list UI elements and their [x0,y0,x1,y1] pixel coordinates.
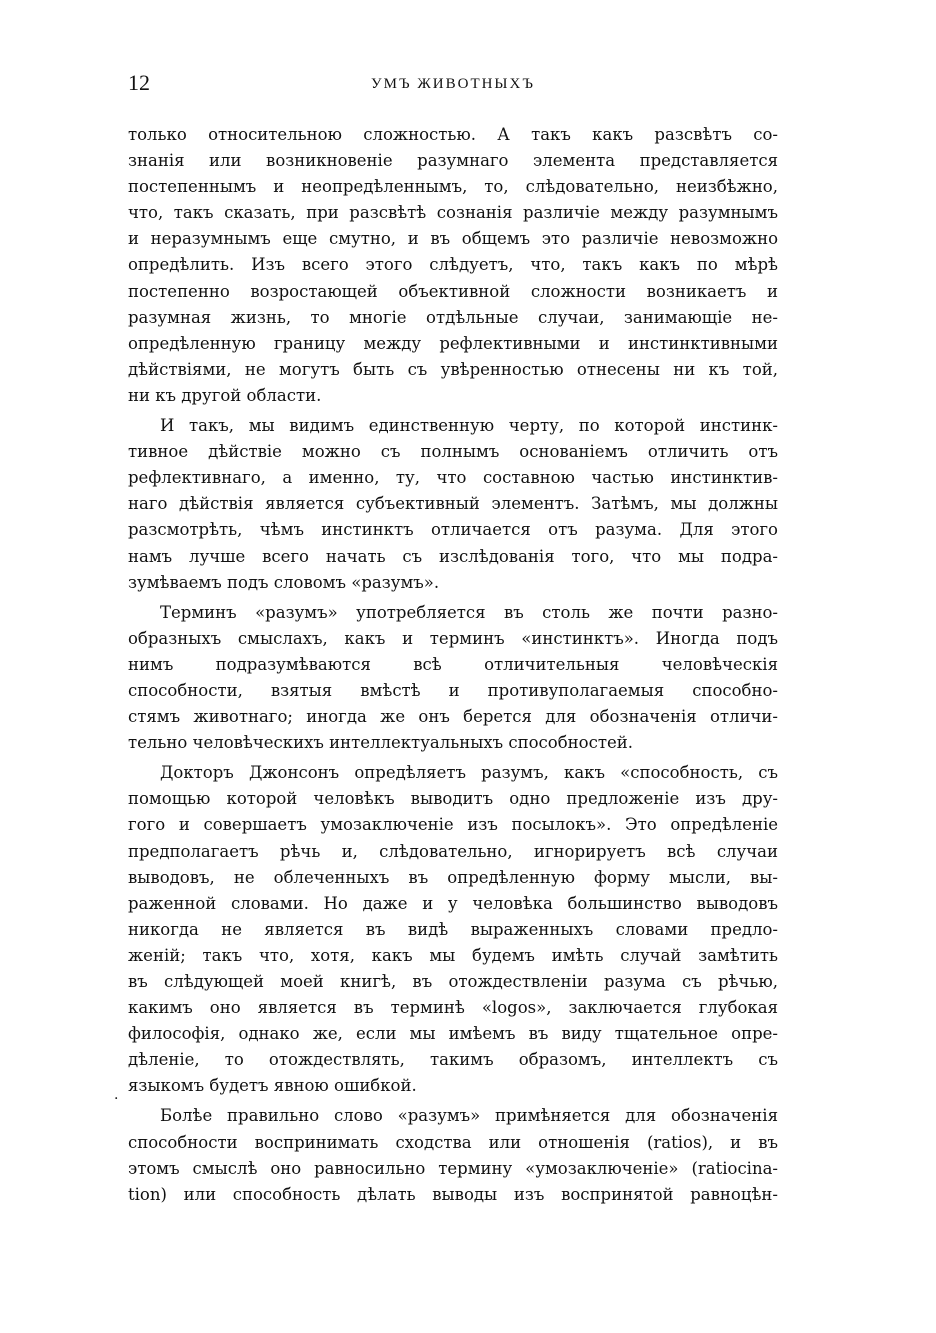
text-line: постепеннымъ и неопредѣленнымъ, то, слѣдовательно, неизбѣжно, [128,177,778,197]
text-line: стямъ животнаго; иногда же онъ берется для обозначенія отличи- [128,707,778,727]
text-line: способности, взятыя вмѣстѣ и противуполагаемыя способно- [128,680,778,700]
page-number: 12 [128,70,150,95]
text-line: Докторъ Джонсонъ опредѣляетъ разумъ, какъ «способность, съ [160,763,778,783]
paragraph-4 [128,760,778,1099]
text-line: Болѣе правильно слово «разумъ» примѣняется для обозначенія [160,1106,778,1126]
text-line: помощью которой человѣкъ выводитъ одно предложеніе изъ дру- [128,789,778,809]
text-line: выводовъ, не облеченныхъ въ опредѣленную форму мысли, вы- [128,867,778,887]
text-line: языкомъ будетъ явною ошибкой. [128,1076,417,1096]
text-line: предполагаетъ рѣчь и, слѣдовательно, игнорируетъ всѣ случаи [128,841,778,861]
text-line: дѣленіе, то отождествлять, такимъ образомъ, интеллектъ съ [128,1050,778,1070]
text-line: только относительною сложностью. А такъ какъ разсвѣтъ со- [128,125,778,144]
text-line: гого и совершаетъ умозаключеніе изъ посылокъ». Это опредѣленіе [128,815,778,835]
text-line: тельно человѣческихъ интеллектуальныхъ способностей. [128,733,633,753]
text-line: опредѣлить. Изъ всего этого слѣдуетъ, что, такъ какъ по мѣрѣ [128,255,778,275]
text-line: какимъ оно является въ терминѣ «logos», заключается глубокая [128,998,778,1018]
text-line: рефлективнаго, а именно, ту, что составною частью инстинктив- [128,468,778,488]
text-line: зумѣваемъ подъ словомъ «разумъ». [128,572,440,592]
text-line: разумная жизнь, то многіе отдѣльные случаи, занимающіе не- [128,307,778,327]
paragraph-1 [128,122,778,409]
text-line: ни къ другой области. [128,385,322,405]
text-line: никогда не является въ видѣ выраженныхъ словами предло- [128,919,778,939]
text-line: въ слѣдующей моей книгѣ, въ отождествленіи разума съ рѣчью, [128,972,778,991]
text-line: способности воспринимать сходства или отношенія (ratios), и въ [128,1132,778,1152]
text-line: что, такъ сказать, при разсвѣтѣ сознанія различіе между разумнымъ [128,203,778,223]
text-line: намъ лучше всего начать съ изслѣдованія того, что мы подра- [128,546,778,566]
running-title: УМЪ ЖИВОТНЫХЪ [371,76,535,92]
text-line: опредѣленную границу между рефлективными и инстинктивными [128,333,778,353]
body-text [128,122,778,1212]
text-line: И такъ, мы видимъ единственную черту, по которой инстинк- [160,416,778,436]
text-line: философія, однако же, если мы имѣемъ въ виду тщательное опре- [128,1024,778,1044]
paragraph-5 [128,1103,778,1207]
text-line: дѣйствіями, не могутъ быть съ увѣренностью отнесены ни къ той, [128,359,778,379]
text-line: образныхъ смыслахъ, какъ и терминъ «инстинктъ». Иногда подъ [128,628,778,648]
text-line: tion) или способность дѣлать выводы изъ воспринятой равноцѣн- [128,1184,778,1204]
text-line: постепенно возростающей объективной сложности возникаетъ и [128,281,778,301]
margin-mark: · [114,1091,119,1107]
paragraph-3 [128,600,778,757]
text-line: раженной словами. Но даже и у человѣка большинство выводовъ [128,893,778,913]
text-line: наго дѣйствія является субъективный элементъ. Затѣмъ, мы должны [128,494,778,514]
text-line: нимъ подразумѣваются всѣ отличительныя человѣческія [128,654,778,674]
text-line: и неразумнымъ еще смутно, и въ общемъ это различіе невозможно [128,229,778,249]
page-header [128,70,778,100]
text-line: этомъ смыслѣ оно равносильно термину «умозаключеніе» (ratiocina- [128,1158,778,1178]
text-line: Терминъ «разумъ» употребляется въ столь же почти разно- [160,602,778,622]
text-line: тивное дѣйствіе можно съ полнымъ основаніемъ отличить отъ [128,442,778,462]
text-line: разсмотрѣть, чѣмъ инстинктъ отличается отъ разума. Для этого [128,520,778,540]
text-line: знанія или возникновеніе разумнаго элемента представляется [128,151,778,171]
text-line: женій; такъ что, хотя, какъ мы будемъ имѣть случай замѣтить [128,945,778,965]
paragraph-2 [128,413,778,596]
